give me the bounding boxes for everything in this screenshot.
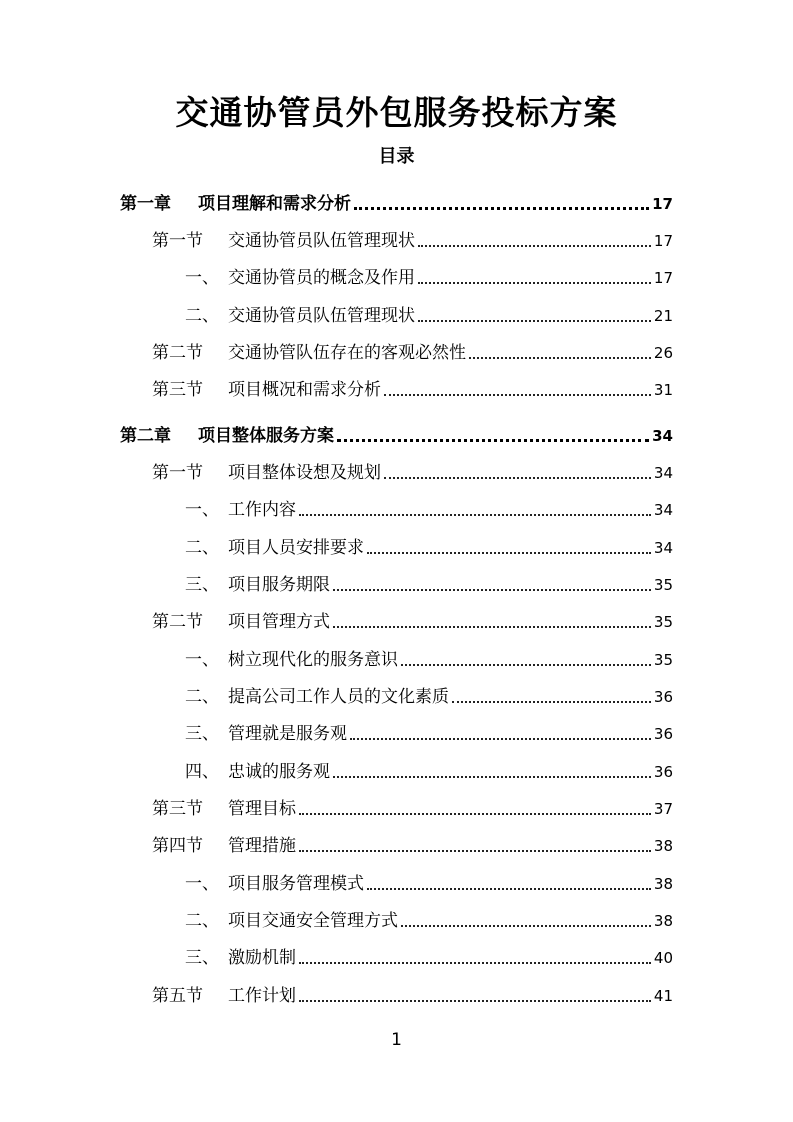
toc-entry-page: 36 xyxy=(653,725,673,743)
toc-entry-subsection[interactable] xyxy=(185,299,673,329)
toc-entry-number: 一、 xyxy=(185,268,219,288)
toc-entry-section[interactable] xyxy=(152,792,673,822)
toc-entry-number: 三、 xyxy=(185,724,219,744)
toc-entry-label: 管理措施 xyxy=(228,836,296,856)
toc-entry-number: 二、 xyxy=(185,538,219,558)
toc-entry-label: 工作内容 xyxy=(228,500,296,520)
toc-entry-label: 管理目标 xyxy=(228,799,296,819)
toc-dot-leader xyxy=(299,1000,651,1002)
toc-entry-label: 项目整体设想及规划 xyxy=(228,463,381,483)
toc-entry-label: 忠诚的服务观 xyxy=(228,762,330,782)
toc-entry-label: 提高公司工作人员的文化素质 xyxy=(228,687,449,707)
toc-entry-subsection[interactable] xyxy=(185,717,673,747)
toc-entry-subsection[interactable] xyxy=(185,941,673,971)
toc-entry-page: 17 xyxy=(653,232,673,250)
toc-entry-label: 交通协管员的概念及作用 xyxy=(228,268,415,288)
toc-entry-page: 36 xyxy=(653,763,673,781)
toc-entry-page: 17 xyxy=(653,269,673,287)
toc-entry-label: 项目交通安全管理方式 xyxy=(228,911,398,931)
toc-entry-page: 40 xyxy=(653,949,673,967)
toc-entry-page: 38 xyxy=(653,875,673,893)
toc-dot-leader xyxy=(401,664,651,666)
toc-dot-leader xyxy=(299,514,651,516)
toc-entry-number: 第一章 xyxy=(120,194,171,214)
toc-dot-leader xyxy=(299,850,651,852)
toc-entry-number: 二、 xyxy=(185,306,219,326)
toc-dot-leader xyxy=(367,888,651,890)
toc-entry-page: 35 xyxy=(653,576,673,594)
toc-dot-leader xyxy=(333,776,651,778)
toc-dot-leader xyxy=(333,626,651,628)
toc-entry-page: 34 xyxy=(653,501,673,519)
toc-entry-page: 36 xyxy=(653,688,673,706)
toc-entry-section[interactable] xyxy=(152,979,673,1009)
toc-entry-number: 第三节 xyxy=(152,380,203,400)
toc-entry-number: 第三节 xyxy=(152,799,203,819)
toc-entry-subsection[interactable] xyxy=(185,568,673,598)
toc-entry-section[interactable] xyxy=(152,605,673,635)
toc-entry-label: 工作计划 xyxy=(228,986,296,1006)
toc-entry-page: 17 xyxy=(652,195,673,213)
toc-dot-leader xyxy=(469,357,651,359)
toc-entry-page: 34 xyxy=(652,427,673,445)
toc-entry-page: 26 xyxy=(653,344,673,362)
toc-dot-leader xyxy=(299,962,651,964)
toc-dot-leader xyxy=(337,439,649,442)
toc-entry-page: 38 xyxy=(653,912,673,930)
toc-entry-label: 项目整体服务方案 xyxy=(198,426,334,446)
toc-entry-chapter[interactable] xyxy=(120,187,673,217)
toc-entry-label: 交通协管员队伍管理现状 xyxy=(228,306,415,326)
toc-dot-leader xyxy=(354,207,649,210)
toc-entry-label: 树立现代化的服务意识 xyxy=(228,650,398,670)
toc-entry-number: 第二章 xyxy=(120,426,171,446)
toc-entry-page: 34 xyxy=(653,539,673,557)
toc-entry-number: 第一节 xyxy=(152,463,203,483)
toc-entry-subsection[interactable] xyxy=(185,904,673,934)
toc-entry-label: 项目服务管理模式 xyxy=(228,874,364,894)
toc-dot-leader xyxy=(452,701,651,703)
toc-entry-label: 交通协管员队伍管理现状 xyxy=(228,231,415,251)
toc-entry-subsection[interactable] xyxy=(185,867,673,897)
toc-entry-subsection[interactable] xyxy=(185,261,673,291)
toc-dot-leader xyxy=(418,282,651,284)
toc-entry-page: 31 xyxy=(653,381,673,399)
toc-entry-section[interactable] xyxy=(152,336,673,366)
toc-entry-number: 第四节 xyxy=(152,836,203,856)
toc-dot-leader xyxy=(418,245,651,247)
toc-entry-label: 项目理解和需求分析 xyxy=(198,194,351,214)
toc-entry-number: 四、 xyxy=(185,762,219,782)
toc-entry-subsection[interactable] xyxy=(185,643,673,673)
toc-entry-section[interactable] xyxy=(152,829,673,859)
toc-entry-number: 一、 xyxy=(185,874,219,894)
toc-entry-page: 34 xyxy=(653,464,673,482)
toc-dot-leader xyxy=(418,320,651,322)
toc-entry-page: 35 xyxy=(653,613,673,631)
toc-dot-leader xyxy=(367,552,651,554)
toc-entry-number: 三、 xyxy=(185,948,219,968)
toc-entry-page: 21 xyxy=(653,307,673,325)
toc-entry-number: 第二节 xyxy=(152,343,203,363)
toc-dot-leader xyxy=(384,394,651,396)
toc-entry-subsection[interactable] xyxy=(185,680,673,710)
toc-entry-page: 38 xyxy=(653,837,673,855)
toc-entry-number: 一、 xyxy=(185,500,219,520)
toc-entry-page: 35 xyxy=(653,651,673,669)
toc-entry-section[interactable] xyxy=(152,373,673,403)
document-title: 交通协管员外包服务投标方案 xyxy=(175,93,618,132)
toc-entry-section[interactable] xyxy=(152,224,673,254)
toc-entry-subsection[interactable] xyxy=(185,531,673,561)
toc-entry-number: 第五节 xyxy=(152,986,203,1006)
toc-entry-number: 二、 xyxy=(185,687,219,707)
toc-dot-leader xyxy=(299,813,651,815)
toc-entry-label: 激励机制 xyxy=(228,948,296,968)
toc-entry-number: 一、 xyxy=(185,650,219,670)
toc-dot-leader xyxy=(384,477,651,479)
toc-entry-number: 二、 xyxy=(185,911,219,931)
toc-entry-label: 管理就是服务观 xyxy=(228,724,347,744)
toc-entry-label: 项目人员安排要求 xyxy=(228,538,364,558)
toc-entry-subsection[interactable] xyxy=(185,493,673,523)
toc-entry-page: 41 xyxy=(653,987,673,1005)
toc-entry-label: 项目管理方式 xyxy=(228,612,330,632)
toc-entry-label: 交通协管队伍存在的客观必然性 xyxy=(228,343,466,363)
toc-heading: 目录 xyxy=(378,146,415,167)
toc-entry-section[interactable] xyxy=(152,456,673,486)
toc-entry-subsection[interactable] xyxy=(185,755,673,785)
toc-entry-number: 第一节 xyxy=(152,231,203,251)
toc-entry-page: 37 xyxy=(653,800,673,818)
toc-dot-leader xyxy=(333,589,651,591)
toc-entry-label: 项目概况和需求分析 xyxy=(228,380,381,400)
toc-dot-leader xyxy=(350,738,651,740)
toc-entry-label: 项目服务期限 xyxy=(228,575,330,595)
toc-entry-chapter[interactable] xyxy=(120,419,673,449)
toc-dot-leader xyxy=(401,925,651,927)
page-number: 1 xyxy=(391,1030,402,1050)
toc-entry-number: 三、 xyxy=(185,575,219,595)
toc-entry-number: 第二节 xyxy=(152,612,203,632)
